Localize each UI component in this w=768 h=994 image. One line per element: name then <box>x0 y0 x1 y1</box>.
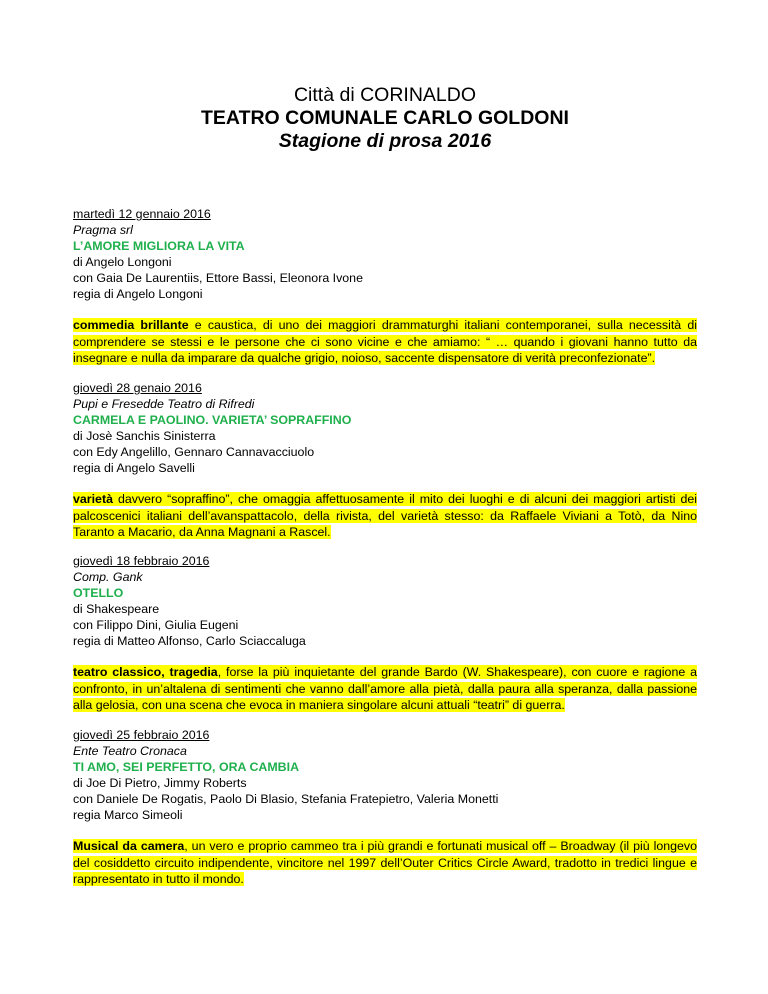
event-author: di Josè Sanchis Sinisterra <box>73 429 216 443</box>
event-description-text: davvero “sopraffino”, che omaggia affettuosamente il mito dei luoghi e di alcuni dei maggiori artisti dei palcoscenici italiani dell’avanspattacolo, della rivista, del varietà stesso: da Raffaele Viviani a Totò, da Nino Taranto a Macario, da Anna Magnani a Rascel. <box>73 492 697 539</box>
event-description <box>73 838 697 888</box>
event-title: TI AMO, SEI PERFETTO, ORA CAMBIA <box>73 760 300 774</box>
event-genre: teatro classico, tragedia <box>73 665 218 679</box>
document-header <box>73 84 697 153</box>
event-entry-1 <box>73 206 697 367</box>
event-company: Comp. Gank <box>73 570 143 584</box>
event-cast: con Filippo Dini, Giulia Eugeni <box>73 618 239 632</box>
event-director: regia Marco Simeoli <box>73 808 183 822</box>
event-date: martedì 12 gennaio 2016 <box>73 207 211 221</box>
event-title: CARMELA E PAOLINO. VARIETA’ SOPRAFFINO <box>73 413 352 427</box>
event-entry-4 <box>73 727 697 888</box>
event-director: regia di Angelo Longoni <box>73 287 203 301</box>
event-entry-2 <box>73 380 697 541</box>
event-director: regia di Matteo Alfonso, Carlo Sciaccaluga <box>73 634 306 648</box>
event-genre: varietà <box>73 492 113 506</box>
event-description <box>73 664 697 714</box>
event-date: giovedì 18 febbraio 2016 <box>73 554 210 568</box>
event-cast: con Daniele De Rogatis, Paolo Di Blasio, Stefania Fratepietro, Valeria Monetti <box>73 792 499 806</box>
event-date: giovedì 25 febbraio 2016 <box>73 728 210 742</box>
event-title: L’AMORE MIGLIORA LA VITA <box>73 239 245 253</box>
season-heading: Stagione di prosa 2016 <box>278 130 492 152</box>
event-company: Pupi e Fresedde Teatro di Rifredi <box>73 397 255 411</box>
event-title: OTELLO <box>73 586 124 600</box>
event-director: regia di Angelo Savelli <box>73 461 195 475</box>
event-company: Ente Teatro Cronaca <box>73 744 187 758</box>
theatre-heading: TEATRO COMUNALE CARLO GOLDONI <box>201 107 569 129</box>
event-author: di Shakespeare <box>73 602 160 616</box>
event-company: Pragma srl <box>73 223 133 237</box>
event-description-text: e caustica, di uno dei maggiori drammaturghi italiani contemporanei, sulla necessità di comprendere se stessi e le persone che ci sono vicine e che amiamo: “ … quando i giovani hanno tutto da insegnare e nulla da imparare da qualche grigio, noioso, saccente dispensatore di verità preconfezionate”. <box>73 318 697 365</box>
event-description-text: , forse la più inquietante del grande Bardo (W. Shakespeare), con cuore e ragione a confronto, in un’altalena di sentimenti che vanno dall’amore alla pietà, dalla paura alla speranza, dalla passione alla gelosia, con una scena che evoca in maniera singolare alcuni attuali “teatri” di guerra. <box>73 665 697 712</box>
event-cast: con Gaia De Laurentiis, Ettore Bassi, Eleonora Ivone <box>73 271 363 285</box>
event-date: giovedì 28 genaio 2016 <box>73 381 202 395</box>
event-genre: commedia brillante <box>73 318 189 332</box>
event-description-text: , un vero e proprio cammeo tra i più grandi e fortunati musical off – Broadway (il più longevo del cosiddetto circuito indipendente, vincitore nel 1997 dell’Outer Critics Circle Award, tradotto in tredici lingue e rappresentato in tutto il mondo. <box>73 839 698 886</box>
event-genre: Musical da camera <box>73 839 185 853</box>
event-author: di Joe Di Pietro, Jimmy Roberts <box>73 776 247 790</box>
event-description <box>73 491 697 541</box>
event-author: di Angelo Longoni <box>73 255 172 269</box>
city-heading: Città di CORINALDO <box>293 84 477 106</box>
event-entry-3 <box>73 553 697 714</box>
event-description <box>73 317 697 367</box>
event-cast: con Edy Angelillo, Gennaro Cannavacciuolo <box>73 445 315 459</box>
